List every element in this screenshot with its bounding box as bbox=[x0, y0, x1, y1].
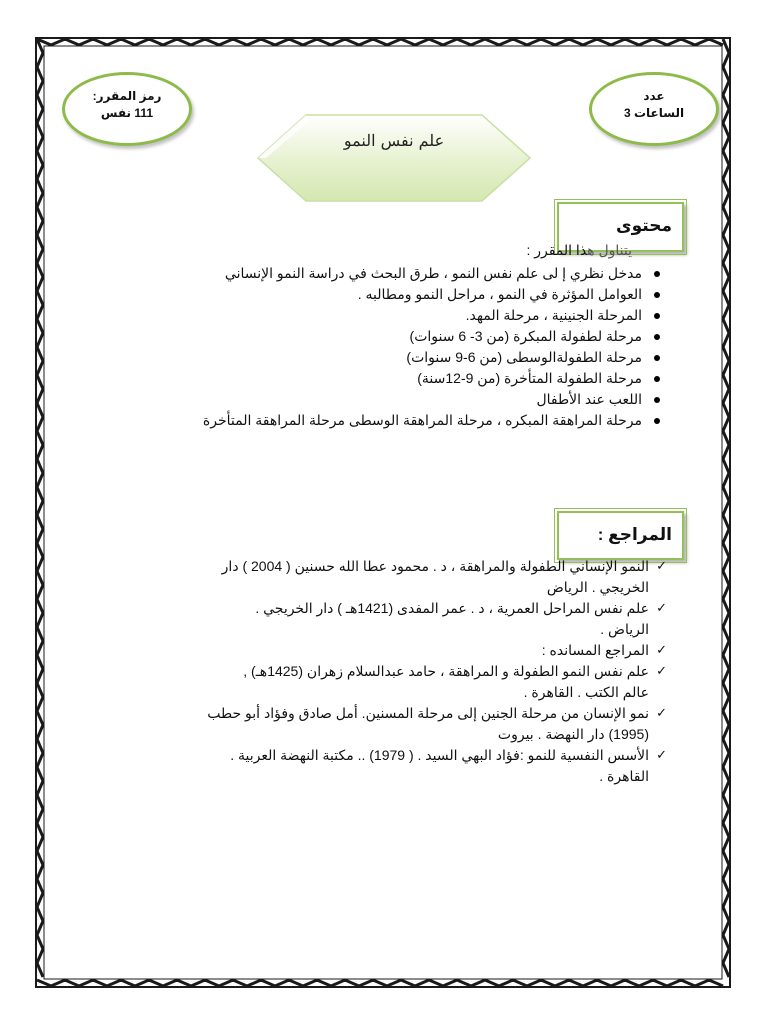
content-intro bbox=[526, 242, 632, 259]
reference-item: ✓ نمو الإنسان من مرحلة الجنين إلى مرحلة المسنين. أمل صادق وفؤاد أبو حطب (1995) دار النهضة . بيروت bbox=[207, 705, 667, 742]
list-item: اللعب عند الأطفال bbox=[102, 389, 662, 410]
checkmark-icon: ✓ bbox=[656, 748, 667, 763]
content-list bbox=[102, 263, 662, 431]
reference-item: ✓ النمو الإنساني الطفولة والمراهقة ، د . محمود عطا الله حسنين ( 2004 ) دار الخريجي . الرياض bbox=[221, 558, 667, 595]
bullet-icon bbox=[654, 355, 660, 361]
bullet-icon bbox=[654, 313, 660, 319]
bullet-icon bbox=[654, 376, 660, 382]
reference-item: ✓ الأسس النفسية للنمو :فؤاد البهي السيد . ( 1979) .. مكتبة النهضة العربية . القاهرة . bbox=[230, 747, 667, 784]
list-item: مدخل نظري إ لى علم نفس النمو ، طرق البحث في دراسة النمو الإنساني bbox=[102, 263, 662, 284]
content-intro-text: ذا المقرر : bbox=[526, 242, 588, 258]
references-heading-box bbox=[557, 511, 684, 560]
list-item: مرحلة لطفولة المبكرة (من 3- 6 سنوات) bbox=[102, 326, 662, 347]
course-code-label: رمز المقرر: bbox=[92, 89, 162, 103]
credit-hours-label: عدد bbox=[643, 89, 665, 103]
content-intro-hidden: يتناول ه bbox=[587, 242, 632, 258]
list-item: مرحلة الطفولةالوسطى (من 6-9 سنوات) bbox=[102, 347, 662, 368]
checkmark-icon: ✓ bbox=[656, 706, 667, 721]
reference-item: ✓ علم نفس النمو الطفولة و المراهقة ، حامد عبدالسلام زهران (1425هـ) , عالم الكتب . القاهرة . bbox=[243, 663, 667, 700]
references-list bbox=[91, 556, 671, 787]
course-code-oval bbox=[62, 72, 192, 146]
course-code-value: 111 نفس bbox=[100, 106, 154, 120]
references-heading: المراجع : bbox=[597, 525, 672, 544]
checkmark-icon: ✓ bbox=[656, 664, 667, 679]
list-item: مرحلة الطفولة المتأخرة (من 9-12سنة) bbox=[102, 368, 662, 389]
course-title-banner bbox=[254, 111, 534, 205]
course-title: علم نفس النمو bbox=[343, 131, 445, 150]
hexagon-shape bbox=[254, 111, 534, 205]
bullet-icon bbox=[654, 418, 660, 424]
bullet-icon bbox=[654, 271, 660, 277]
content-heading: محتوى bbox=[616, 216, 672, 235]
list-item: مرحلة المراهقة المبكره ، مرحلة المراهقة الوسطى مرحلة المراهقة المتأخرة bbox=[102, 410, 662, 431]
bullet-icon bbox=[654, 334, 660, 340]
credit-hours-oval bbox=[589, 72, 719, 146]
checkmark-icon: ✓ bbox=[656, 601, 667, 616]
bullet-icon bbox=[654, 292, 660, 298]
checkmark-icon: ✓ bbox=[656, 559, 667, 574]
credit-hours-value: الساعات 3 bbox=[623, 106, 685, 120]
checkmark-icon: ✓ bbox=[656, 643, 667, 658]
reference-item: ✓ المراجع المسانده : bbox=[91, 640, 671, 661]
list-item: العوامل المؤثرة في النمو ، مراحل النمو ومطالبه . bbox=[102, 284, 662, 305]
bullet-icon bbox=[654, 397, 660, 403]
list-item: المرحلة الجنينية ، مرحلة المهد. bbox=[102, 305, 662, 326]
reference-item: ✓ علم نفس المراحل العمرية ، د . عمر المفدى (1421هـ ) دار الخريجي . الرياض . bbox=[255, 600, 667, 637]
